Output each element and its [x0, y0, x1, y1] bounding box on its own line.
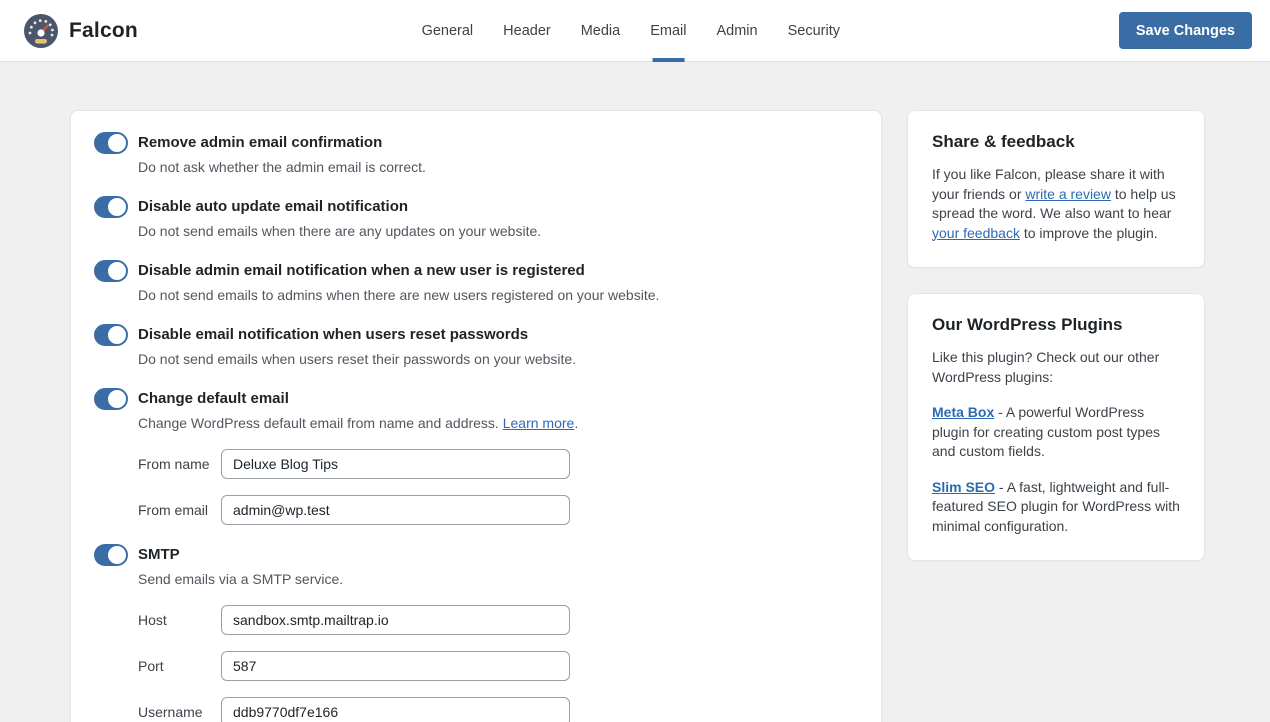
setting-description: Do not ask whether the admin email is correct.	[138, 159, 426, 175]
description-text: Change WordPress default email from name and address.	[138, 415, 503, 431]
tab-security[interactable]	[786, 0, 842, 62]
tab-label: Header	[503, 23, 551, 39]
setting-title: Disable auto update email notification	[138, 198, 409, 215]
port-label: Port	[138, 658, 164, 674]
setting-title: SMTP	[138, 546, 180, 563]
setting-title: Remove admin email confirmation	[138, 134, 383, 151]
from-email-input[interactable]	[221, 495, 570, 525]
plugin-item	[932, 403, 1180, 462]
plugin-description: - A fast, lightweight and full-featured SEO plugin for WordPress with minimal configuration.	[932, 478, 1180, 534]
setting-description	[138, 413, 578, 433]
setting-description: Do not send emails when users reset their passwords on your website.	[138, 351, 577, 367]
brand-name: Falcon	[69, 19, 138, 42]
text-segment: If you like Falcon, please share it with your friends or	[932, 166, 1165, 202]
tab-admin[interactable]	[714, 0, 759, 62]
host-field-row	[138, 605, 570, 635]
port-input[interactable]	[221, 651, 570, 681]
tab-media[interactable]	[579, 0, 623, 62]
host-label: Host	[138, 612, 167, 628]
slim-seo-link[interactable]: Slim SEO	[932, 478, 996, 495]
tab-header[interactable]	[501, 0, 553, 62]
tab-label: General	[421, 23, 474, 39]
tab-label: Admin	[716, 23, 758, 39]
your-feedback-link[interactable]: your feedback	[932, 224, 1020, 241]
our-plugins-card	[907, 293, 1205, 561]
setting-row	[94, 388, 857, 525]
setting-row	[94, 132, 857, 177]
setting-title: Disable email notification when users reset passwords	[138, 326, 529, 343]
toggle-disable-new-user-admin-email[interactable]	[94, 260, 128, 282]
tab-label: Security	[787, 23, 840, 39]
share-feedback-text	[932, 165, 1180, 243]
setting-title: Change default email	[138, 390, 289, 407]
setting-row	[94, 196, 857, 241]
from-name-input[interactable]	[221, 449, 570, 479]
plugin-item	[932, 478, 1180, 537]
plugin-description: - A powerful WordPress plugin for creating custom post types and custom fields.	[932, 404, 1161, 459]
toggle-remove-admin-email-confirmation[interactable]	[94, 132, 128, 154]
username-input[interactable]	[221, 697, 570, 722]
learn-more-link[interactable]: Learn more	[502, 415, 575, 431]
from-email-field-row	[138, 495, 578, 525]
from-name-label: From name	[138, 456, 210, 472]
tab-label: Media	[580, 23, 621, 39]
setting-description: Do not send emails to admins when there are new users registered on your website.	[138, 287, 660, 303]
content-area	[70, 110, 1205, 722]
setting-description: Do not send emails when there are any updates on your website.	[138, 223, 542, 239]
sidebar	[907, 110, 1205, 561]
description-text: .	[574, 415, 579, 431]
our-plugins-title: Our WordPress Plugins	[932, 315, 1123, 334]
tab-email[interactable]	[648, 0, 688, 62]
toggle-disable-password-reset-email[interactable]	[94, 324, 128, 346]
our-plugins-intro: Like this plugin? Check out our other WordPress plugins:	[932, 349, 1160, 385]
host-input[interactable]	[221, 605, 570, 635]
email-settings-card	[70, 110, 882, 722]
tab-label: Email	[650, 23, 687, 39]
port-field-row	[138, 651, 570, 681]
from-name-field-row	[138, 449, 578, 479]
username-label: Username	[138, 704, 203, 720]
save-changes-button[interactable]: Save Changes	[1119, 12, 1252, 49]
speedometer-icon	[24, 14, 58, 48]
share-feedback-card	[907, 110, 1205, 268]
toggle-smtp[interactable]	[94, 544, 128, 566]
setting-title: Disable admin email notification when a new user is registered	[138, 262, 585, 279]
setting-description: Send emails via a SMTP service.	[138, 571, 344, 587]
write-a-review-link[interactable]: write a review	[1025, 185, 1111, 202]
settings-tabs	[420, 0, 842, 62]
toggle-change-default-email[interactable]	[94, 388, 128, 410]
username-field-row	[138, 697, 570, 722]
top-header	[0, 0, 1270, 62]
text-segment: to help us spread the word. We also want to hear	[932, 185, 1176, 221]
setting-row	[94, 324, 857, 369]
meta-box-link[interactable]: Meta Box	[932, 404, 995, 420]
from-email-label: From email	[138, 502, 209, 518]
text-segment: to improve the plugin.	[1019, 224, 1158, 241]
brand	[24, 0, 138, 62]
tab-general[interactable]	[420, 0, 476, 62]
setting-row	[94, 544, 857, 722]
toggle-disable-auto-update-email[interactable]	[94, 196, 128, 218]
share-feedback-title: Share & feedback	[932, 132, 1075, 151]
setting-row	[94, 260, 857, 305]
